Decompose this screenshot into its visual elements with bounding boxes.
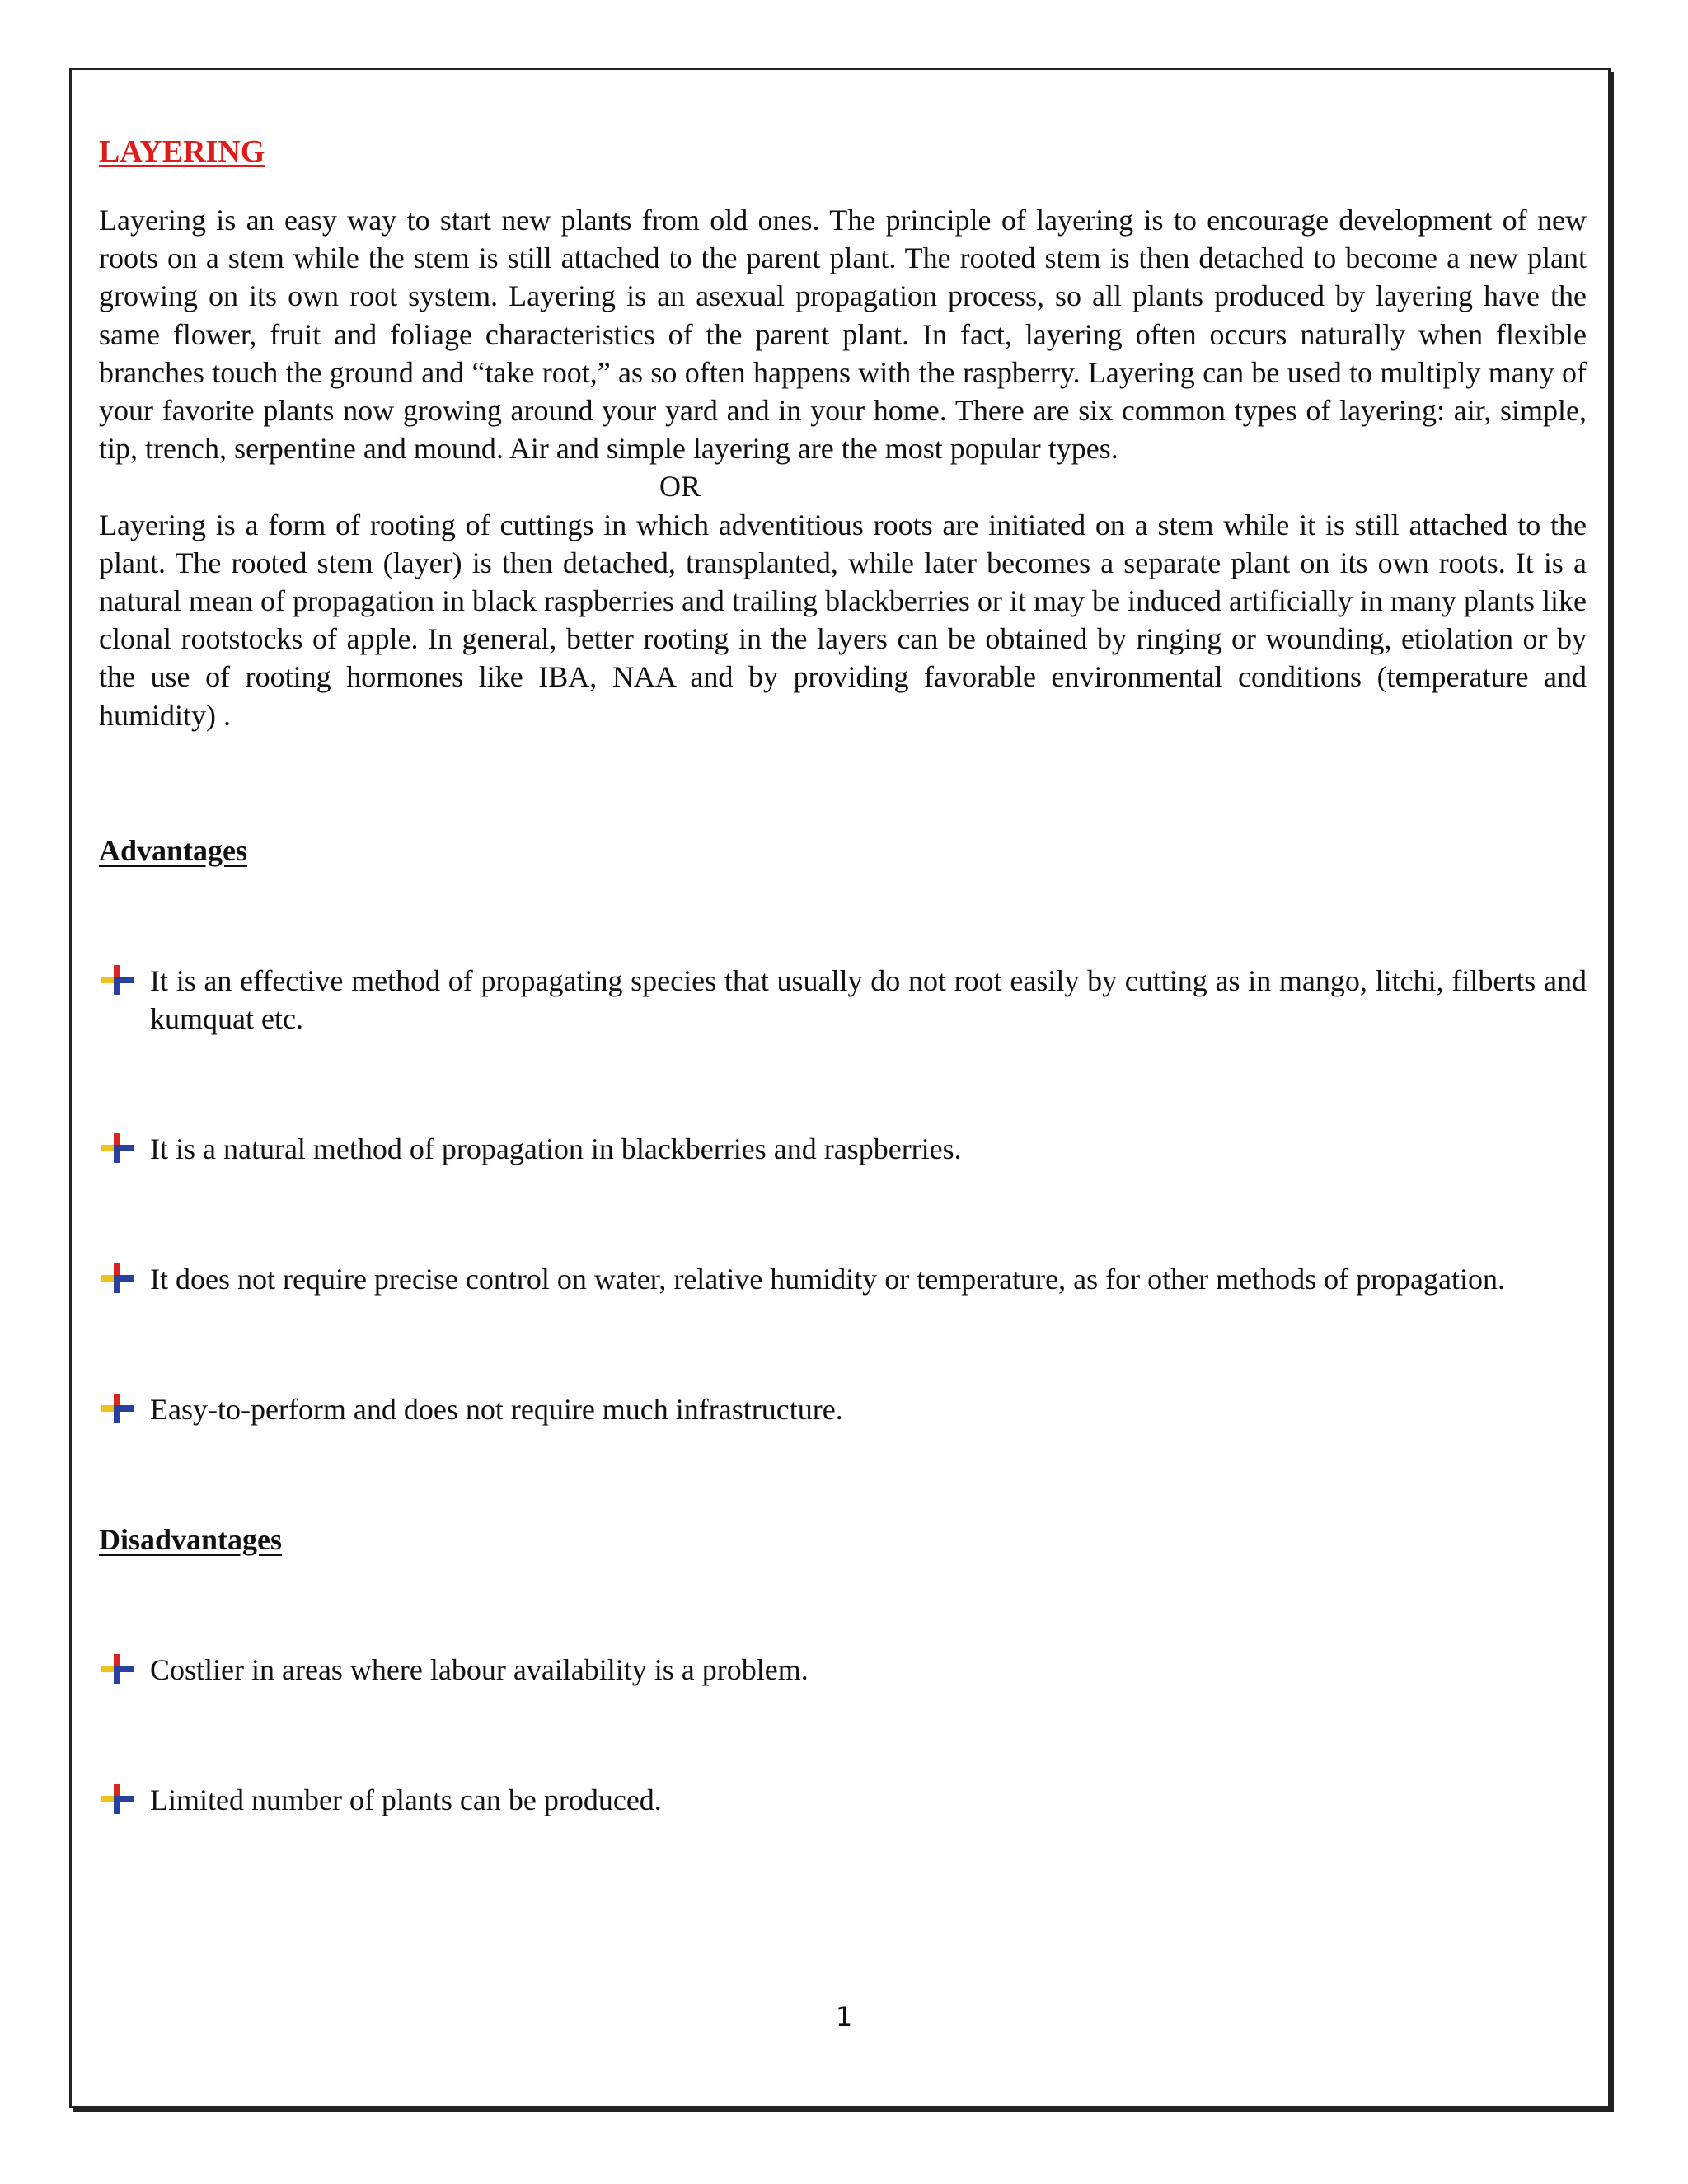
disadvantage-text: Limited number of plants can be produced. <box>150 1783 662 1816</box>
four-color-plus-bullet-icon <box>99 1392 135 1425</box>
page-number: 1 <box>835 2001 853 2032</box>
or-separator: OR <box>659 470 701 504</box>
disadvantages-heading: Disadvantages <box>99 1522 283 1556</box>
list-item <box>99 1781 1587 1819</box>
list-item <box>99 962 1587 1038</box>
list-spacer <box>99 1689 1587 1781</box>
advantage-text: It does not require precise control on water, relative humidity or temperature, as for other methods of propagation. <box>150 1262 1506 1296</box>
disadvantages-list <box>99 1651 1587 1819</box>
advantage-text: It is a natural method of propagation in blackberries and raspberries. <box>150 1132 962 1165</box>
list-spacer <box>99 1298 1587 1390</box>
list-item <box>99 1390 1587 1428</box>
four-color-plus-bullet-icon <box>99 1132 135 1165</box>
list-item <box>99 1260 1587 1298</box>
definition-paragraph: Layering is a form of rooting of cuttings in which adventitious roots are initiated on a stem while it is still attached to the plant. The rooted stem (layer) is then detached, transplanted, while later becomes a separate plant on its own roots. It is a natural mean of propagation in black raspberries and trailing blackberries or it may be induced artificially in many plants like clonal rootstocks of apple. In general, better rooting in the layers can be obtained by ringing or wounding, etiolation or by the use of rooting hormones like IBA, NAA and by providing favorable environmental conditions (temperature and humidity) . <box>99 508 1587 732</box>
four-color-plus-bullet-icon <box>99 1652 135 1685</box>
intro-paragraph: Layering is an easy way to start new plants from old ones. The principle of layering is to encourage development of new roots on a stem while the stem is still attached to the parent plant. The rooted stem is then detached to become a new plant growing on its own root system. Layering is an asexual propagation process, so all plants produced by layering have the same flower, fruit and foliage characteristics of the parent plant. In fact, layering often occurs naturally when flexible branches touch the ground and “take root,” as so often happens with the raspberry. Layering can be used to multiply many of your favorite plants now growing around your yard and in your home. There are six common types of layering: air, simple, tip, trench, serpentine and mound. Air and simple layering are the most popular types. <box>99 204 1587 466</box>
document-title: LAYERING <box>99 134 265 169</box>
list-spacer <box>99 1038 1587 1130</box>
four-color-plus-bullet-icon <box>99 1783 135 1816</box>
advantage-text: Easy-to-perform and does not require much infrastructure. <box>150 1392 843 1426</box>
four-color-plus-bullet-icon <box>99 1262 135 1295</box>
document-body <box>99 132 1587 1819</box>
advantages-list <box>99 962 1587 1428</box>
four-color-plus-bullet-icon <box>99 963 135 996</box>
advantages-heading: Advantages <box>99 833 248 867</box>
disadvantage-text: Costlier in areas where labour availability is a problem. <box>150 1652 809 1686</box>
list-spacer <box>99 1168 1587 1260</box>
list-item <box>99 1651 1587 1689</box>
list-item <box>99 1130 1587 1168</box>
advantage-text: It is an effective method of propagating species that usually do not root easily by cutting as in mango, litchi, filberts and kumquat etc. <box>150 963 1587 1035</box>
